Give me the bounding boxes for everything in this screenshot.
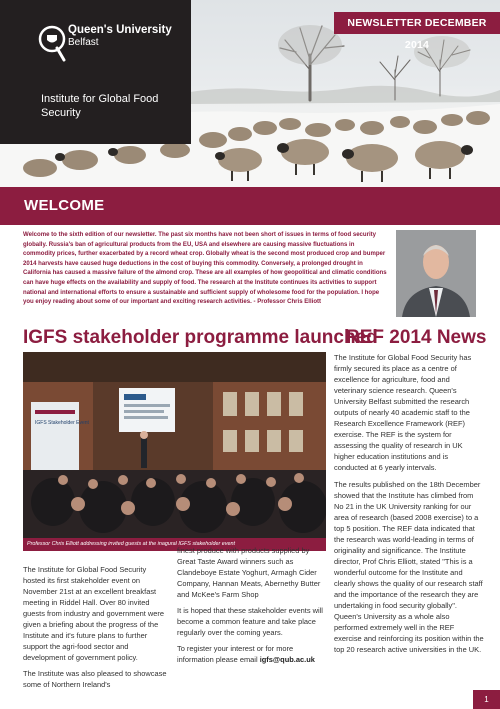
event-photo [23,352,326,538]
brand-panel [0,0,191,144]
slide-text: IGFS Stakeholder Event [35,420,89,426]
page-number: 1 [473,690,500,709]
contact-paragraph [177,643,327,665]
welcome-title: WELCOME [24,197,105,214]
portrait-photo [396,230,476,317]
ref-paragraph: The results published on the 18th December showed that the Institute has climbed from No 21 in the UK University ranking for our area of research (based 2008 exercise) to a top 5 position. The REF data indicated that the research was world-leading in terms of originality and significance. The Institute director, Prof Chris Elliott, stated "This is a wonderful outcome for the Institute and clearly shows the quality of our research staff and the importance of the research they are undertaking in food security globally". Queen's University as a whole also performed extremely well in the REF exercise and reinforcing its position within the top 20 research active universities in the UK. [334,480,484,654]
ref-paragraph: The Institute for Global Food Security has firmly secured its place as a centre of excellence for agriculture, food and veterinary science research. Queen's University Belfast submitted the research outputs of nearly 40 academic staff to the Research Excellence Framework (REF) exercise. The REF is the system for assessing the quality of research in UK higher education institutions and is conducted at 6 yearly intervals. [334,353,472,472]
photo-caption: Professor Chris Elliott addressing invited guests at the inagural IGFS stakeholder event [23,538,326,551]
university-name: Queen's University [68,24,172,36]
newsletter-banner: NEWSLETTER DECEMBER 2014 [334,12,500,34]
university-crest-icon [37,24,67,62]
university-location: Belfast [68,37,99,48]
contact-email-link[interactable]: igfs@qub.ac.uk [259,655,315,664]
igfs-article-title: IGFS stakeholder programme launched [23,327,378,348]
igfs-paragraph: The Institute was also pleased to showcase some of Northern Ireland's [23,669,167,689]
igfs-paragraph: The Institute for Global Food Security hosted its first stakeholder event on November 21st at an excellent breakfast meeting in Riddel Hall. Over 80 invited guests from industry and government were given a briefing about the progress of the Institute and it's future plans to further support the agri-food sector and development of government policy. [23,565,164,662]
igfs-column-1 [23,564,169,695]
igfs-paragraph: finest produce with products supplied by Great Taste Award winners such as Clandeboye Estate Yoghurt, Armagh Cider Company, Hannan Meats, Abernethy Butter and McKee's Farm Shop [177,546,321,599]
contact-text: To register your interest or for more information please email [177,644,294,664]
ref-column [334,352,484,661]
welcome-text: Welcome to the sixth edition of our newsletter. The past six months have not been short of issues in terms of food security globally. Russia's ban of agricultural products from the EU, USA and elsewhere are causing massive fluctuations in commodity prices, further exacerbated by a record wheat crop. Globally wheat is the second most produced crop and bumper 2014 harvests have caused huge deductions in the cost of buying this commodity. Conversely, a prolonged drought in California has caused a massive failure of the almond crop. These are all examples of how geopolitical and climatic conditions can have huge effects on the availability and supply of food. The research at the Institute continues its activities to support national and international efforts to ensure a sustainable and sufficient supply of wholesome food for the population. I hope you enjoy reading about some of our important and exciting research activities. - Professor Chris Elliott [23,232,387,306]
ref-article-title: REF 2014 News [346,327,487,348]
institute-name: Institute for Global Food Security [41,93,159,119]
igfs-column-2 [177,545,327,670]
igfs-paragraph: It is hoped that these stakeholder events will become a common feature and take place regularly over the coming years. [177,606,323,637]
